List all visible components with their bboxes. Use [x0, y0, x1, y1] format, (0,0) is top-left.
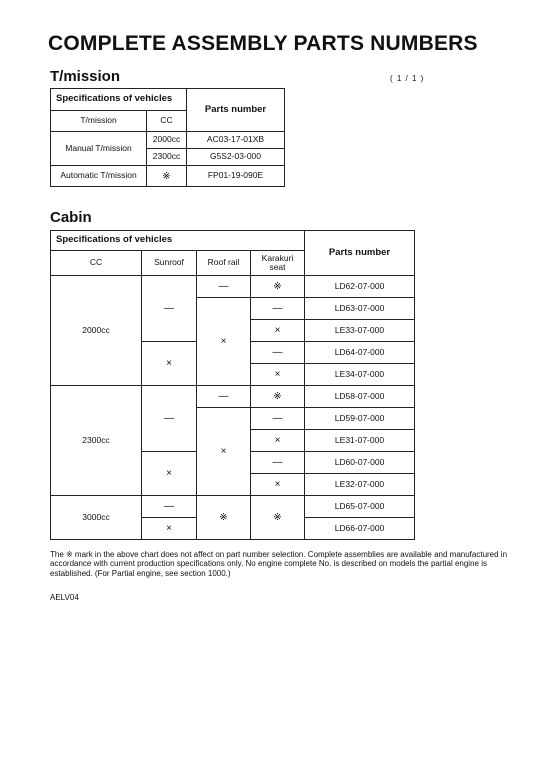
cc-cell: 2000cc	[51, 276, 142, 386]
karakuri-cell: —	[251, 408, 305, 430]
part-number-cell: LD59-07-000	[305, 408, 415, 430]
part-number-cell: LE33-07-000	[305, 320, 415, 342]
roofrail-cell: ※	[197, 496, 251, 540]
footnote: The ※ mark in the above chart does not affect on part number selection. Complete assemblies are available and manufactured in accordance with current production specifications only. No engine complete No. is described on models the partial engine is established. (For Partial engine, see section 1000.)	[50, 550, 508, 578]
sunroof-cell: ×	[142, 452, 197, 496]
tmission-type-cell: Manual T/mission	[51, 132, 147, 166]
cabin-heading: Cabin	[50, 209, 92, 226]
roofrail-cell: —	[197, 276, 251, 298]
page-indicator: ( 1 / 1 )	[390, 74, 425, 83]
karakuri-cell: ※	[251, 496, 305, 540]
part-number-cell: AC03-17-01XB	[187, 132, 285, 149]
part-number-cell: LD63-07-000	[305, 298, 415, 320]
part-number-cell: FP01-19-090E	[187, 166, 285, 187]
reference-mark: ※	[147, 166, 187, 187]
karakuri-cell: —	[251, 342, 305, 364]
page-title: COMPLETE ASSEMBLY PARTS NUMBERS	[48, 32, 478, 55]
col-header-cc: CC	[51, 251, 142, 276]
part-number-cell: LD65-07-000	[305, 496, 415, 518]
karakuri-cell: ×	[251, 364, 305, 386]
part-number-cell: LE31-07-000	[305, 430, 415, 452]
karakuri-cell: ×	[251, 320, 305, 342]
sunroof-cell: —	[142, 496, 197, 518]
roofrail-cell: ×	[197, 298, 251, 386]
karakuri-cell: ×	[251, 430, 305, 452]
karakuri-cell: ×	[251, 474, 305, 496]
parts-header: Parts number	[187, 89, 285, 132]
part-number-cell: LE34-07-000	[305, 364, 415, 386]
part-number-cell: G5S2-03-000	[187, 149, 285, 166]
sunroof-cell: —	[142, 276, 197, 342]
document-code: AELV04	[50, 593, 79, 602]
cabin-table	[50, 230, 415, 540]
part-number-cell: LD58-07-000	[305, 386, 415, 408]
col-header-sunroof: Sunroof	[142, 251, 197, 276]
sunroof-cell: ×	[142, 342, 197, 386]
karakuri-cell: ※	[251, 276, 305, 298]
sunroof-cell: —	[142, 386, 197, 452]
col-header-tmission: T/mission	[51, 111, 147, 132]
cc-cell: 3000cc	[51, 496, 142, 540]
parts-header: Parts number	[305, 231, 415, 276]
part-number-cell: LD60-07-000	[305, 452, 415, 474]
cc-cell: 2300cc	[51, 386, 142, 496]
spec-header: Specifications of vehicles	[51, 89, 187, 111]
transmission-table	[50, 88, 285, 187]
spec-header: Specifications of vehicles	[51, 231, 305, 251]
karakuri-cell: —	[251, 298, 305, 320]
transmission-heading: T/mission	[50, 68, 121, 85]
karakuri-cell: ※	[251, 386, 305, 408]
col-header-karakuri: Karakuri seat	[251, 251, 305, 276]
col-header-cc: CC	[147, 111, 187, 132]
part-number-cell: LE32-07-000	[305, 474, 415, 496]
cc-cell: 2300cc	[147, 149, 187, 166]
part-number-cell: LD66-07-000	[305, 518, 415, 540]
col-header-roofrail: Roof rail	[197, 251, 251, 276]
sunroof-cell: ×	[142, 518, 197, 540]
tmission-type-cell: Automatic T/mission	[51, 166, 147, 187]
cc-cell: 2000cc	[147, 132, 187, 149]
part-number-cell: LD64-07-000	[305, 342, 415, 364]
karakuri-cell: —	[251, 452, 305, 474]
roofrail-cell: —	[197, 386, 251, 408]
part-number-cell: LD62-07-000	[305, 276, 415, 298]
roofrail-cell: ×	[197, 408, 251, 496]
